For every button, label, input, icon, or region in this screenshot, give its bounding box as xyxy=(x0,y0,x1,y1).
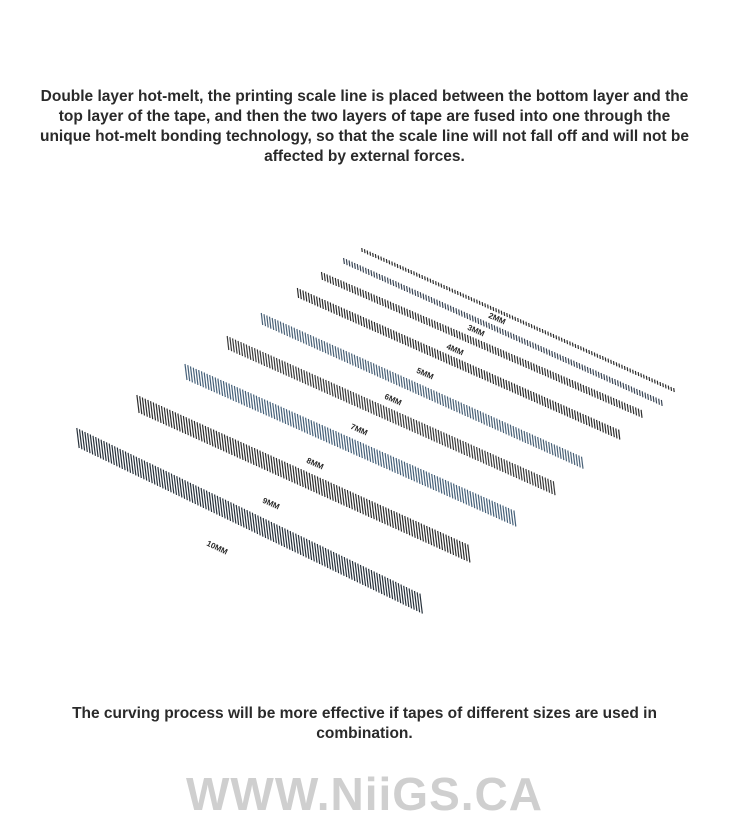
tape-label-3mm: 3MM xyxy=(466,322,486,339)
tape-10mm xyxy=(77,428,423,614)
tape-label-4mm: 4MM xyxy=(445,342,465,358)
tape-label-6mm: 6MM xyxy=(383,391,403,408)
tape-2mm xyxy=(362,248,674,392)
caption-text: The curving process will be more effective if tapes of different sizes are used in combination. xyxy=(72,705,657,742)
watermark: WWW.NiiGS.CA xyxy=(186,768,543,820)
tape-scale-lines xyxy=(362,248,674,392)
tape-label-7mm: 7MM xyxy=(349,421,369,438)
tape-scale-lines xyxy=(261,310,583,469)
tape-label-9mm: 9MM xyxy=(261,495,281,512)
tape-label-8mm: 8MM xyxy=(305,455,325,472)
tape-scale-lines xyxy=(77,428,423,614)
tape-scale-lines xyxy=(322,272,643,418)
tape-label-2mm: 2MM xyxy=(487,310,507,327)
tape-label-5mm: 5MM xyxy=(415,366,435,382)
tape-4mm xyxy=(322,272,643,418)
description-text: Double layer hot-melt, the printing scale line is placed between the bottom layer and the top layer of the tape, and then the two layers of tape are fused into one through the unique hot-melt bonding technology, so that the scale line will not fall off and will not be affected by external forces. xyxy=(40,88,689,165)
tape-label-10mm: 10MM xyxy=(205,538,230,557)
tape-6mm xyxy=(261,310,583,469)
